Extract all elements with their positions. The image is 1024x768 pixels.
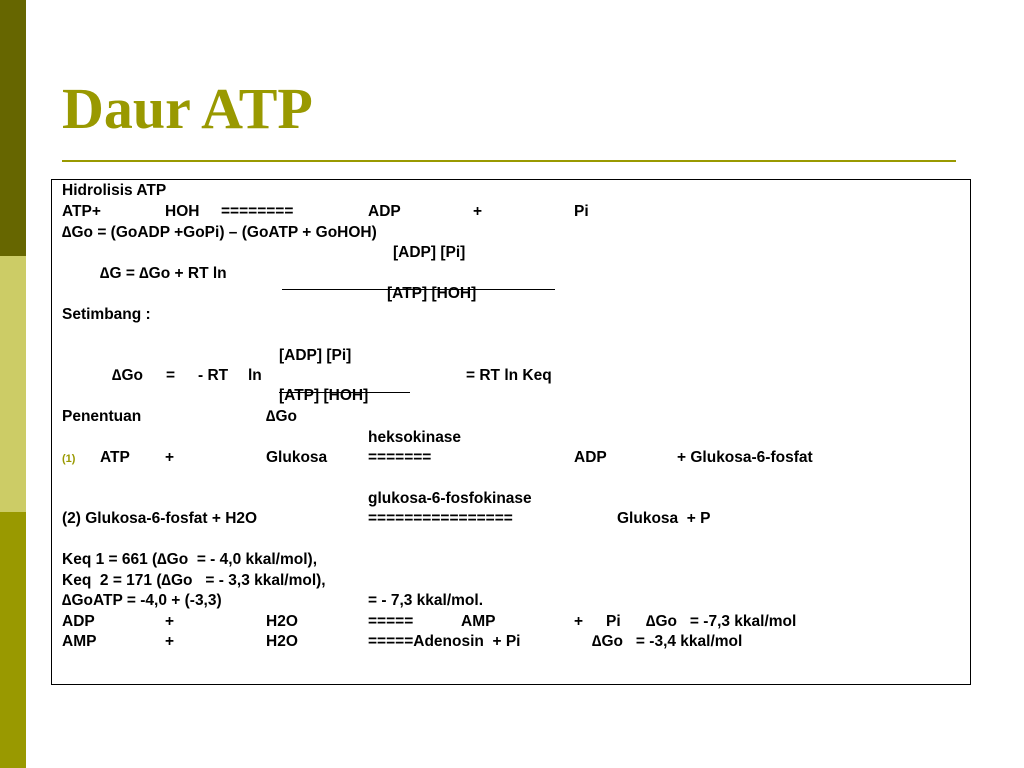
frac2-lhs-go: ∆Go bbox=[112, 367, 144, 384]
eq-pi: Pi bbox=[574, 203, 589, 220]
r1-glukosa: Glukosa bbox=[266, 449, 328, 466]
adp-line-c: H2O bbox=[266, 613, 298, 630]
adp-line-e: AMP bbox=[461, 613, 496, 630]
adp-line-d: ===== bbox=[368, 613, 414, 630]
eq-plus: + bbox=[473, 203, 483, 220]
r1-product: + Glukosa-6-fosfat bbox=[677, 449, 813, 466]
adp-line-b: + bbox=[165, 613, 175, 630]
goatp-lhs: ∆GoATP = -4,0 + (-3,3) bbox=[62, 592, 222, 609]
penentuan-label: Penentuan bbox=[62, 408, 142, 425]
r1-eq: ======= bbox=[368, 449, 432, 466]
amp-line-e: ∆Go = -3,4 kkal/mol bbox=[592, 633, 743, 650]
r2-enzyme: glukosa-6-fosfokinase bbox=[368, 490, 532, 507]
r1-plus: + bbox=[165, 449, 175, 466]
r2-rhs: Glukosa + P bbox=[617, 510, 711, 527]
frac2-numerator: [ADP] [Pi] bbox=[279, 347, 352, 364]
frac2-lhs-eq: = bbox=[166, 367, 176, 384]
goatp-rhs: = - 7,3 kkal/mol. bbox=[368, 592, 484, 609]
frac1-denominator: [ATP] [HOH] bbox=[387, 285, 477, 302]
content-box bbox=[51, 179, 971, 685]
setimbang-label: Setimbang : bbox=[62, 306, 151, 323]
penentuan-value: ∆Go bbox=[266, 408, 298, 425]
frac2-lhs-ln: ln bbox=[248, 367, 262, 384]
title-underline bbox=[62, 160, 956, 162]
amp-line-b: + bbox=[165, 633, 175, 650]
r1-marker: (1) bbox=[62, 453, 76, 465]
amp-line-d: =====Adenosin + Pi bbox=[368, 633, 521, 650]
heading-hidrolisis: Hidrolisis ATP bbox=[62, 182, 167, 199]
frac2-lhs-rt: - RT bbox=[198, 367, 229, 384]
frac1-numerator: [ADP] [Pi] bbox=[393, 244, 466, 261]
r1-adp: ADP bbox=[574, 449, 607, 466]
left-band-light bbox=[0, 256, 26, 512]
left-band-dark bbox=[0, 0, 26, 256]
left-band-olive bbox=[0, 512, 26, 768]
r1-atp: ATP bbox=[100, 449, 130, 466]
eq-atp: ATP+ bbox=[62, 203, 101, 220]
amp-line-a: AMP bbox=[62, 633, 97, 650]
adp-line-f: + bbox=[574, 613, 584, 630]
eq-sign: ======== bbox=[221, 203, 294, 220]
r1-enzyme: heksokinase bbox=[368, 429, 462, 446]
frac1-lhs: ∆G = ∆Go + RT ln bbox=[100, 265, 227, 282]
adp-line-h: ∆Go = -7,3 kkal/mol bbox=[646, 613, 797, 630]
delta-go-formula: ∆Go = (GoADP +GoPi) – (GoATP + GoHOH) bbox=[62, 224, 377, 241]
keq1-line: Keq 1 = 661 (∆Go = - 4,0 kkal/mol), bbox=[62, 551, 318, 568]
frac2-denominator: [ATP] [HOH] bbox=[279, 387, 369, 404]
frac2-rhs: = RT ln Keq bbox=[466, 367, 552, 384]
keq2-line: Keq 2 = 171 (∆Go = - 3,3 kkal/mol), bbox=[62, 572, 326, 589]
r2-eq: ================ bbox=[368, 510, 513, 527]
amp-line-c: H2O bbox=[266, 633, 298, 650]
adp-line-a: ADP bbox=[62, 613, 95, 630]
adp-line-g: Pi bbox=[606, 613, 621, 630]
eq-hoh: HOH bbox=[165, 203, 200, 220]
eq-adp: ADP bbox=[368, 203, 401, 220]
r2-lhs: (2) Glukosa-6-fosfat + H2O bbox=[62, 510, 258, 527]
slide-title: Daur ATP bbox=[62, 76, 313, 141]
